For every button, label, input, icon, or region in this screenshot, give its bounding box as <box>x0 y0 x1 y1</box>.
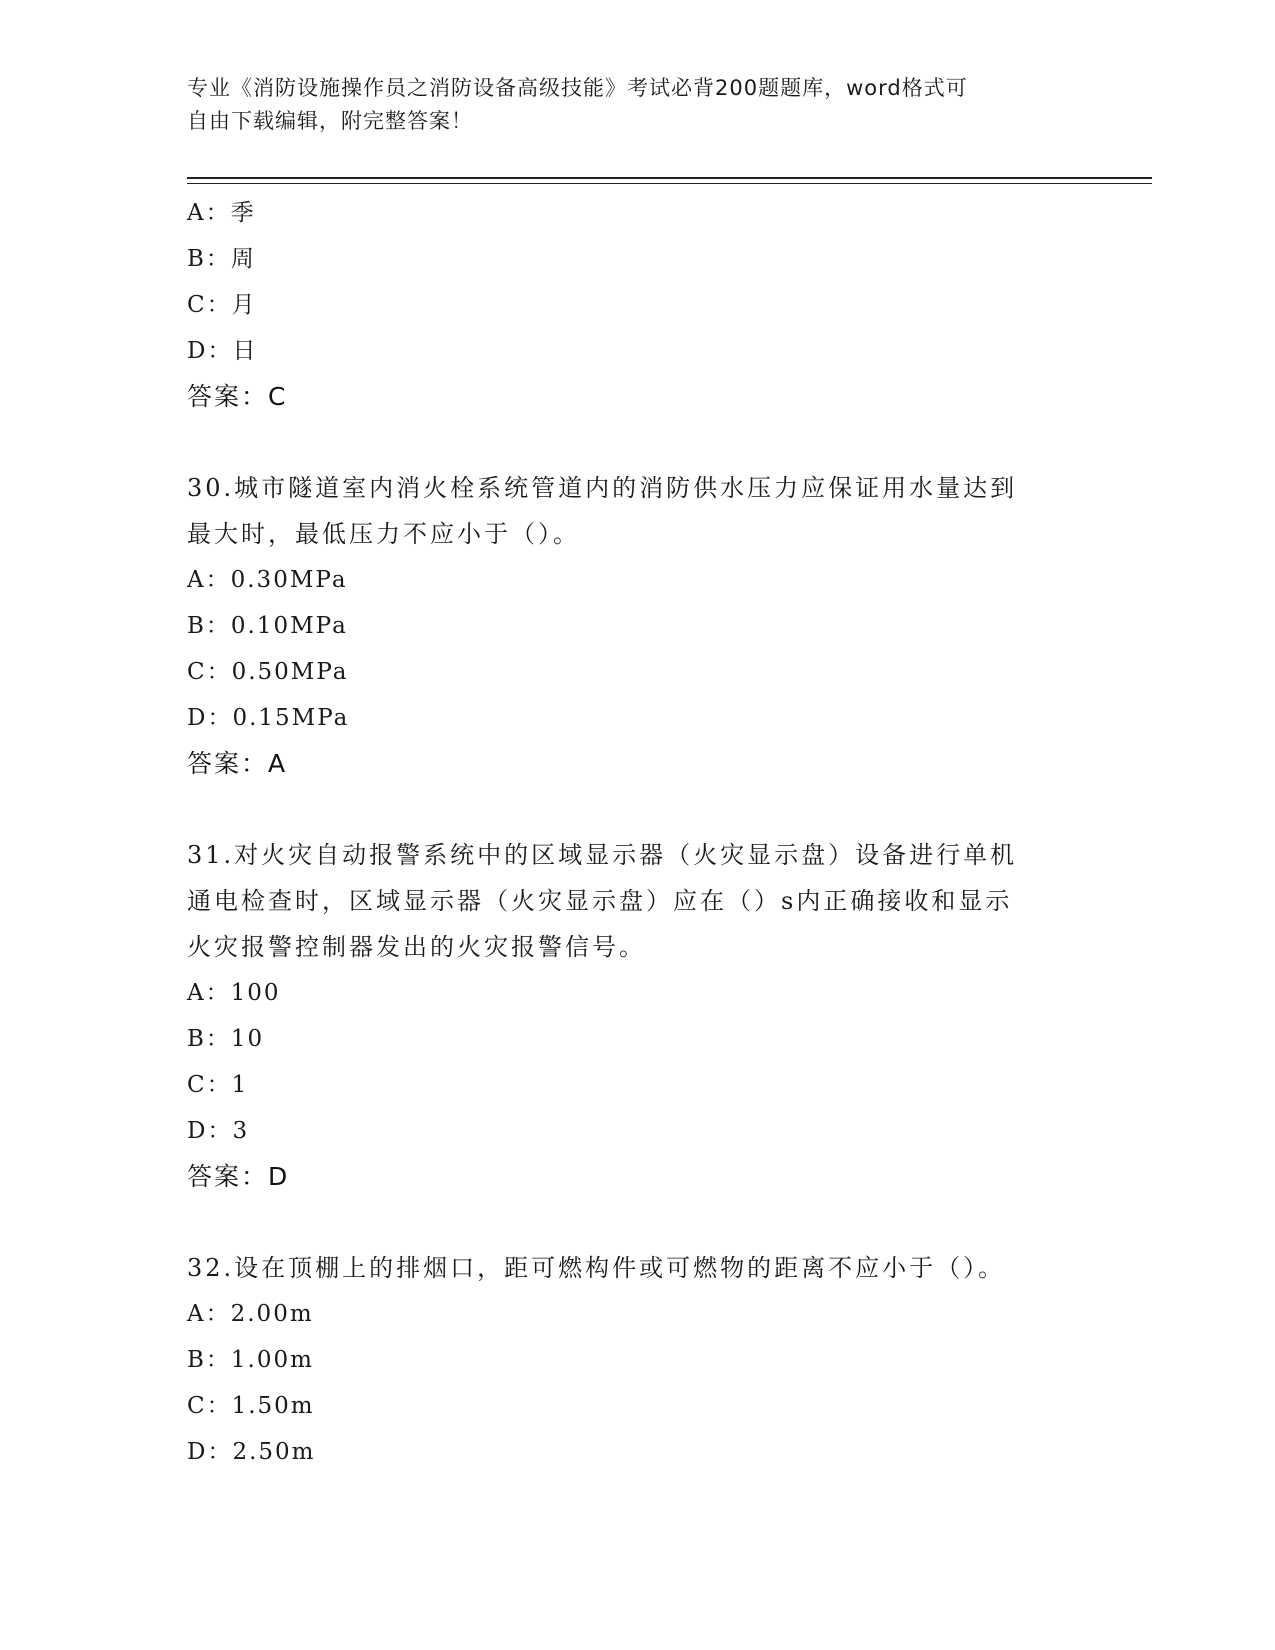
option-b: B：周 <box>187 246 256 272</box>
question-stem-line: 30.城市隧道室内消火栓系统管道内的消防供水压力应保证用水量达到 <box>187 474 1018 502</box>
spacer <box>187 1200 1087 1245</box>
option-a: A：2.00m <box>187 1301 314 1327</box>
header-divider-thick <box>187 177 1152 179</box>
option-d: D：3 <box>187 1118 250 1144</box>
answer: 答案：D <box>187 1162 290 1191</box>
option-a: A：0.30MPa <box>187 567 348 593</box>
option-a: A：季 <box>187 200 256 226</box>
header-divider-thin <box>187 183 1152 184</box>
document-header <box>187 72 1067 138</box>
header-line-1: 专业《消防设施操作员之消防设备高级技能》考试必背200题题库，word格式可 <box>187 76 968 100</box>
question-stem-line: 31.对火灾自动报警系统中的区域显示器（火灾显示盘）设备进行单机 <box>187 841 1018 869</box>
question-list <box>187 190 1087 1475</box>
question-stem-line: 最大时，最低压力不应小于（）。 <box>187 520 580 548</box>
option-d: D：日 <box>187 338 258 364</box>
option-c: C：1 <box>187 1072 249 1098</box>
spacer <box>187 420 1087 465</box>
answer: 答案：A <box>187 749 288 778</box>
question-stem-line: 通电检查时，区域显示器（火灾显示盘）应在（）s内正确接收和显示 <box>187 887 1013 915</box>
question-32 <box>187 1245 1087 1475</box>
option-c: C：月 <box>187 292 257 318</box>
option-a: A：100 <box>187 980 281 1006</box>
question-31 <box>187 832 1087 1200</box>
question-stem-line: 32.设在顶棚上的排烟口，距可燃构件或可燃物的距离不应小于（）。 <box>187 1254 1006 1282</box>
option-d: D：2.50m <box>187 1439 316 1465</box>
option-b: B：1.00m <box>187 1347 314 1373</box>
header-line-2: 自由下载编辑，附完整答案！ <box>187 109 473 133</box>
option-b: B：0.10MPa <box>187 613 348 639</box>
option-c: C：1.50m <box>187 1393 315 1419</box>
option-c: C：0.50MPa <box>187 659 349 685</box>
answer: 答案：C <box>187 382 288 411</box>
question-29-continued <box>187 190 1087 420</box>
question-stem-line: 火灾报警控制器发出的火灾报警信号。 <box>187 933 646 961</box>
question-30 <box>187 465 1087 787</box>
option-d: D：0.15MPa <box>187 705 350 731</box>
option-b: B：10 <box>187 1026 265 1052</box>
spacer <box>187 787 1087 832</box>
